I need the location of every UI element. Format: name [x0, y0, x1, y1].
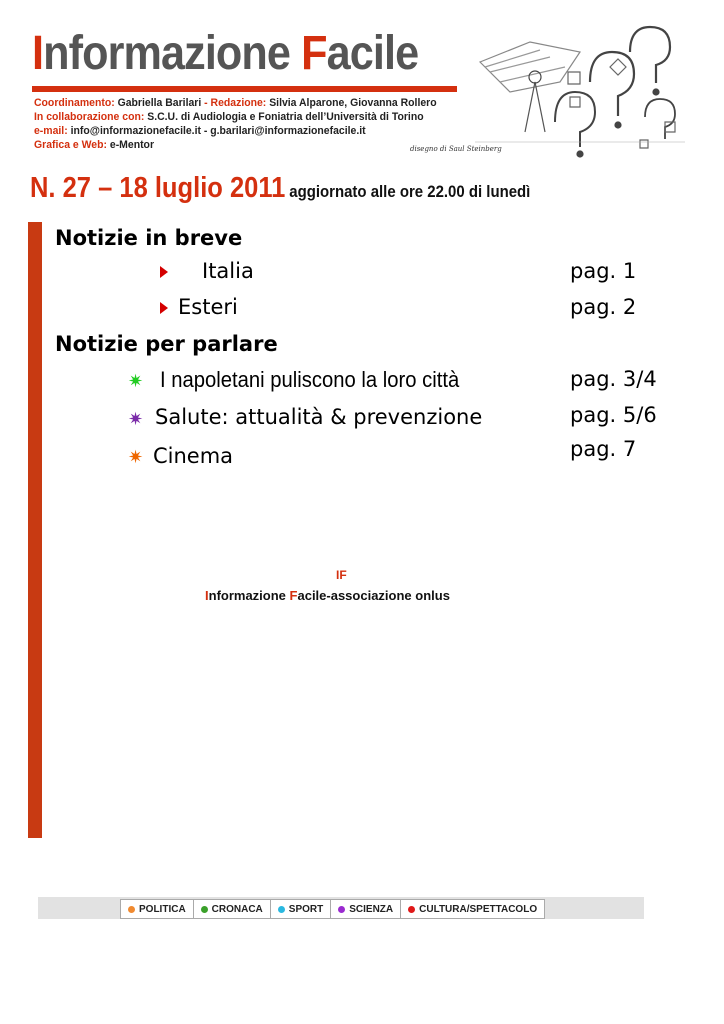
issue-number-date: N. 27 – 18 luglio 2011 [30, 172, 286, 204]
category-politica[interactable] [121, 900, 194, 918]
credit-label: In collaborazione con: [34, 111, 145, 123]
category-legend [120, 899, 545, 919]
page-ref: pag. 5/6 [570, 403, 657, 427]
star-bullet-icon: ✷ [128, 447, 144, 467]
credit-label: Grafica e Web: [34, 139, 107, 151]
credits-line-2 [34, 110, 424, 124]
if-logo: IF [336, 568, 347, 582]
left-accent-bar [28, 222, 42, 838]
assoc-initial-i: I [205, 588, 209, 603]
page-ref: pag. 2 [570, 295, 637, 319]
category-sport[interactable] [271, 900, 331, 918]
index-item-cinema[interactable]: Cinema [153, 444, 234, 468]
credits-line-4 [34, 138, 154, 152]
title-underline [32, 86, 457, 92]
page-ref: pag. 7 [570, 437, 637, 461]
category-label: SCIENZA [349, 903, 394, 915]
credit-value: S.C.U. di Audiologia e Foniatria dell’Università di Torino [144, 111, 424, 123]
credits-line-1 [34, 96, 437, 110]
title-initial-i: I [32, 27, 44, 80]
green-dot-icon [201, 906, 208, 913]
assoc-part-end: acile-associazione onlus [297, 588, 450, 603]
masthead-title [32, 28, 418, 80]
association-name [205, 588, 450, 603]
category-label: POLITICA [139, 903, 186, 915]
credit-value: e-Mentor [106, 139, 155, 151]
title-part: nformazione [43, 27, 302, 80]
red-dot-icon [408, 906, 415, 913]
category-label: CRONACA [211, 903, 263, 915]
email-links[interactable]: info@informazionefacile.it - g.barilari@informazionefacile.it [67, 125, 366, 137]
index-item-salute[interactable]: Salute: attualità & prevenzione [155, 405, 483, 429]
issue-line [30, 172, 530, 205]
assoc-initial-f: F [289, 588, 298, 603]
star-bullet-icon: ✷ [128, 409, 144, 429]
category-scienza[interactable] [331, 900, 401, 918]
triangle-bullet-icon [160, 302, 168, 314]
title-initial-f: F [301, 27, 327, 80]
index-item-esteri[interactable]: Esteri [178, 295, 238, 319]
index-item-napoletani[interactable]: I napoletani puliscono la loro città [160, 367, 460, 392]
credits-line-3 [34, 124, 366, 138]
category-label: SPORT [288, 903, 324, 915]
page-ref: pag. 1 [570, 259, 637, 283]
section-heading-talk-news: Notizie per parlare [55, 332, 278, 356]
credit-label: Coordinamento: [34, 97, 115, 109]
credit-value: Gabriella Barilari [114, 97, 202, 109]
credit-value: Silvia Alparone, Giovanna Rollero [266, 97, 437, 109]
assoc-part: nformazione [208, 588, 290, 603]
title-part-end: acile [326, 27, 419, 80]
cyan-dot-icon [278, 906, 285, 913]
triangle-bullet-icon [160, 266, 168, 278]
purple-dot-icon [338, 906, 345, 913]
credit-label: e-mail: [34, 125, 68, 137]
drawing-credit: disegno di Saul Steinberg [410, 145, 502, 153]
star-bullet-icon: ✷ [128, 371, 144, 391]
index-item-italia[interactable]: Italia [202, 259, 254, 283]
question-marks-drawing [470, 22, 690, 162]
category-cronaca[interactable] [194, 900, 271, 918]
category-cultura-spettacolo[interactable] [401, 900, 544, 918]
issue-update-note: aggiornato alle ore 22.00 di lunedì [289, 182, 531, 201]
orange-dot-icon [128, 906, 135, 913]
section-heading-brief-news: Notizie in breve [55, 226, 243, 250]
category-label: CULTURA/SPETTACOLO [419, 903, 538, 915]
page-ref: pag. 3/4 [570, 367, 657, 391]
credit-label: - Redazione: [201, 97, 267, 109]
